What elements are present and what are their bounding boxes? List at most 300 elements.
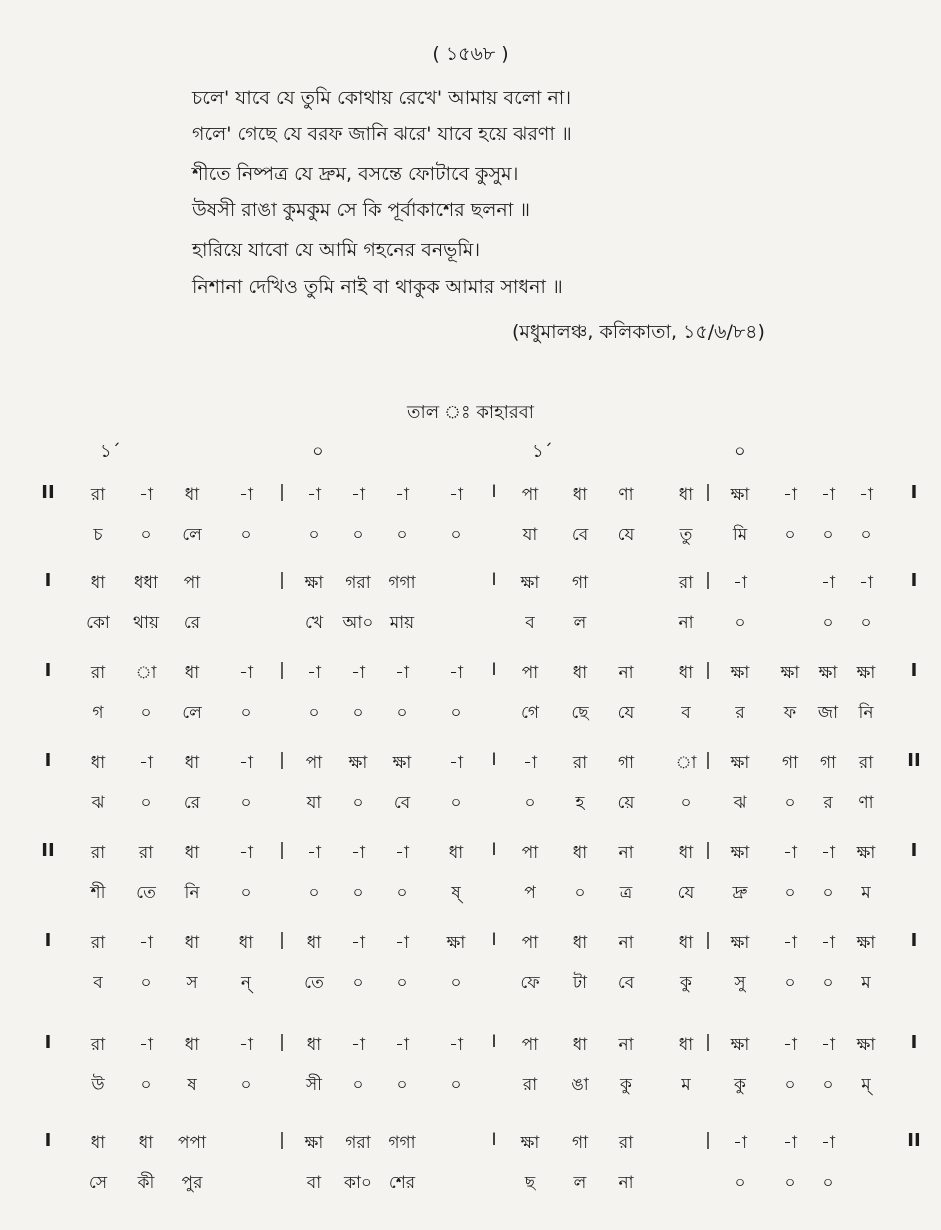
lyric-syllable: ম্ [861,1075,871,1095]
swara-note: গরা [345,1133,371,1153]
swara-row [0,750,941,790]
swara-note: ধা [184,1035,200,1055]
beat-mark: ০ [734,441,746,462]
barline: I [910,570,918,591]
lyric-row [0,790,941,830]
swara-note: ধা [448,843,464,863]
lyric-syllable: নি [184,883,200,903]
lyric-syllable: প [524,883,536,903]
swara-note: ধা [572,485,588,505]
division-mark: I [491,482,497,502]
lyric-syllable: ০ [308,883,320,903]
swara-note: রা [90,843,106,863]
lyric-syllable: যে [617,525,635,545]
lyric-syllable: ফ [783,703,797,723]
division-mark: | [279,570,285,590]
swara-note: গা [781,753,799,773]
swara-note: -া [239,1035,253,1055]
swara-note: ধা [306,933,322,953]
swara-note: ধা [90,1133,106,1153]
lyric-syllable: ০ [734,1173,746,1193]
swara-note: -া [821,933,835,953]
division-mark: | [705,840,711,860]
lyric-syllable: ০ [240,703,252,723]
lyric-syllable: কু [680,973,692,993]
lyric-syllable: ন্ [240,973,252,993]
lyric-syllable: ০ [784,883,796,903]
swara-note: পা [521,933,539,953]
swara-note: -া [733,1133,747,1153]
lyric-syllable: কী [137,1173,155,1193]
swara-note: পা [521,485,539,505]
swara-note: -া [139,1035,153,1055]
swara-note: ধা [184,485,200,505]
lyric-syllable: থায় [133,613,159,633]
verse-line: চলে' যাবে যে তুমি কোথায় রেখে' আমায় বলো না। [192,87,572,109]
swara-row [0,1130,941,1170]
barline: I [44,1032,52,1053]
swara-note: -া [239,485,253,505]
lyric-syllable: সী [305,1075,323,1095]
swara-note: ধা [184,753,200,773]
division-mark: | [279,840,285,860]
lyric-syllable: ল [573,613,587,633]
lyric-syllable: ০ [822,525,834,545]
lyric-syllable: লে [182,703,202,723]
lyric-syllable: ০ [352,525,364,545]
lyric-syllable: ০ [140,793,152,813]
swara-note: -া [821,485,835,505]
lyric-syllable: ষ [187,1075,197,1095]
lyric-syllable: ত্র [619,883,633,903]
lyric-syllable: কো [86,613,110,633]
lyric-syllable: ০ [784,793,796,813]
lyric-syllable: ব [681,703,691,723]
swara-note: পা [521,663,539,683]
division-mark: I [491,840,497,860]
swara-note: ক্ষা [856,663,876,683]
swara-note: ক্ষা [348,753,368,773]
lyric-syllable: ০ [352,973,364,993]
division-mark: | [705,930,711,950]
lyric-syllable: কা০ [344,1173,372,1193]
lyric-syllable: না [678,613,694,633]
tala-heading: তাল ঃ কাহারবা [407,402,534,423]
lyric-row [0,1072,941,1112]
barline: II [41,482,55,503]
division-mark: | [705,750,711,770]
division-mark: | [279,660,285,680]
swara-note: -া [395,485,409,505]
barline: I [44,570,52,591]
swara-note: -া [351,1035,365,1055]
swara-note: ধা [138,1133,154,1153]
swara-note: া [675,753,697,773]
lyric-syllable: টা [572,973,588,993]
swara-note: পা [183,573,201,593]
beat-mark: ১´ [100,441,121,462]
lyric-syllable: বা [306,1173,322,1193]
swara-note: ক্ষা [304,1133,324,1153]
lyric-syllable: ফে [520,973,540,993]
swara-note: া [135,663,157,683]
swara-note: গা [571,1133,589,1153]
lyric-syllable: সে [88,1173,108,1193]
division-mark: | [705,482,711,502]
swara-note: ধা [572,663,588,683]
barline: II [41,840,55,861]
beat-mark: ১´ [532,441,553,462]
lyric-syllable: ০ [450,1075,462,1095]
lyric-syllable: ০ [822,1075,834,1095]
swara-note: -া [239,843,253,863]
lyric-syllable: যে [617,703,635,723]
lyric-syllable: যা [306,793,322,813]
division-mark: | [705,1032,711,1052]
swara-note: না [618,1035,634,1055]
verse-line: শীতে নিষ্পত্র যে দ্রুম, বসন্তে ফোটাবে কুসুম। [192,163,519,185]
division-mark: | [279,930,285,950]
swara-row [0,1032,941,1072]
swara-row [0,570,941,610]
lyric-syllable: ০ [450,525,462,545]
swara-note: রা [572,753,588,773]
swara-note: ক্ষা [730,663,750,683]
swara-note: ক্ষা [856,843,876,863]
barline: I [910,930,918,951]
swara-note: -া [395,663,409,683]
swara-note: ধা [184,933,200,953]
swara-note: -া [307,663,321,683]
swara-note: ধধা [134,573,158,593]
swara-note: -া [783,1133,797,1153]
swara-note: -া [395,1035,409,1055]
lyric-syllable: স [186,973,198,993]
swara-note: গগা [388,573,416,593]
lyric-syllable: গে [520,703,540,723]
lyric-syllable: ঙা [571,1075,589,1095]
lyric-syllable: ম [861,973,871,993]
lyric-syllable: ০ [860,525,872,545]
swara-note: -া [351,663,365,683]
lyric-syllable: ০ [140,525,152,545]
lyric-syllable: মায় [389,613,415,633]
swara-note: ধা [678,1035,694,1055]
swara-note: ক্ষা [856,1035,876,1055]
lyric-syllable: কু [734,1075,746,1095]
swara-note: -া [139,485,153,505]
lyric-syllable: ০ [240,793,252,813]
lyric-syllable: লে [182,525,202,545]
swara-note: -া [859,573,873,593]
swara-note: ক্ষা [856,933,876,953]
swara-note: -া [783,1035,797,1055]
swara-note: পা [305,753,323,773]
lyric-syllable: ০ [352,703,364,723]
lyric-syllable: রে [183,613,201,633]
swara-note: ক্ষা [730,933,750,953]
swara-note: -া [449,1035,463,1055]
swara-note: ক্ষা [730,753,750,773]
lyric-syllable: খে [304,613,324,633]
swara-note: রা [138,843,154,863]
lyric-syllable: তে [136,883,156,903]
swara-note: ক্ষা [520,573,540,593]
lyric-syllable: শী [90,883,106,903]
lyric-syllable: ০ [308,703,320,723]
swara-note: -া [783,485,797,505]
lyric-syllable: বে [617,973,635,993]
swara-row [0,930,941,970]
swara-note: ধা [90,573,106,593]
swara-note: ধা [306,1035,322,1055]
barline: I [910,660,918,681]
swara-note: -া [859,485,873,505]
lyric-row [0,610,941,650]
lyric-syllable: ০ [574,883,586,903]
swara-row [0,482,941,522]
lyric-syllable: ০ [784,1173,796,1193]
swara-note: না [618,933,634,953]
lyric-syllable: ০ [352,793,364,813]
lyric-syllable: রা [522,1075,538,1095]
lyric-syllable: ০ [240,1075,252,1095]
swara-note: ক্ষা [520,1133,540,1153]
swara-note: ধা [678,843,694,863]
swara-note: ক্ষা [780,663,800,683]
lyric-syllable: ০ [352,1075,364,1095]
lyric-syllable: ছ [524,1173,536,1193]
lyric-syllable: ল [573,1173,587,1193]
lyric-syllable: র [735,703,745,723]
lyric-syllable: তে [304,973,324,993]
lyric-syllable: বে [393,793,411,813]
swara-note: -া [821,573,835,593]
swara-note: -া [351,485,365,505]
lyric-syllable: র [823,793,833,813]
division-mark: I [491,1032,497,1052]
swara-note: ক্ষা [818,663,838,683]
swara-note: রা [90,663,106,683]
lyric-syllable: ০ [352,883,364,903]
lyric-syllable: ০ [240,525,252,545]
lyric-syllable: ০ [140,703,152,723]
lyric-syllable: ০ [140,973,152,993]
lyric-row [0,700,941,740]
lyric-syllable: তু [679,525,693,545]
lyric-syllable: ০ [524,793,536,813]
barline: I [44,1130,52,1151]
swara-note: গা [819,753,837,773]
lyric-syllable: ণা [858,793,874,813]
swara-note: গা [571,573,589,593]
lyric-syllable: ০ [784,525,796,545]
lyric-syllable: ০ [822,613,834,633]
division-mark: | [279,1032,285,1052]
swara-note: না [618,663,634,683]
swara-note: -া [449,485,463,505]
division-mark: | [705,660,711,680]
lyric-syllable: ০ [396,973,408,993]
division-mark: | [279,482,285,502]
swara-note: -া [821,1133,835,1153]
swara-note: -া [783,843,797,863]
swara-note: -া [239,663,253,683]
division-mark: I [491,930,497,950]
page-number: ( ১৫৬৮ ) [432,43,509,65]
lyric-syllable: যা [522,525,538,545]
lyric-syllable: পুর [181,1173,203,1193]
lyric-syllable: ০ [396,703,408,723]
lyric-syllable: ব [93,973,103,993]
division-mark: | [705,1130,711,1150]
verse-line: গলে' গেছে যে বরফ জানি ঝরে' যাবে হয়ে ঝরণা ॥ [192,123,572,145]
division-mark: I [491,660,497,680]
swara-note: রা [678,573,694,593]
barline: II [907,750,921,771]
swara-note: ক্ষা [730,485,750,505]
swara-note: ক্ষা [446,933,466,953]
lyric-syllable: ০ [860,613,872,633]
swara-note: -া [307,485,321,505]
swara-note: ধা [678,933,694,953]
division-mark: I [491,570,497,590]
swara-note: -া [239,753,253,773]
lyric-syllable: নি [858,703,874,723]
lyric-syllable: কু [620,1075,632,1095]
lyric-syllable: ০ [450,973,462,993]
verse-line: উষসী রাঙা কুমকুম সে কি পূর্বাকাশের ছলনা ॥ [192,199,530,221]
lyric-syllable: আ০ [342,613,374,633]
swara-note: -া [395,933,409,953]
swara-note: ক্ষা [730,843,750,863]
swara-note: ধা [90,753,106,773]
lyric-syllable: ০ [308,525,320,545]
barline: I [910,840,918,861]
lyric-syllable: শের [388,1173,416,1193]
swara-note: গগা [388,1133,416,1153]
lyric-syllable: ০ [396,1075,408,1095]
swara-note: ধা [678,485,694,505]
lyric-syllable: ০ [680,793,692,813]
swara-note: পা [521,843,539,863]
lyric-syllable: বে [571,525,589,545]
swara-note: -া [351,843,365,863]
lyric-syllable: ম [861,883,871,903]
swara-note: -া [307,843,321,863]
swara-note: পপা [177,1133,206,1153]
lyric-syllable: দ্রু [732,883,748,903]
swara-note: -া [395,843,409,863]
swara-note: রা [618,1133,634,1153]
lyric-syllable: উ [91,1075,105,1095]
lyric-syllable: ০ [822,1173,834,1193]
lyric-syllable: রে [183,793,201,813]
lyric-syllable: ০ [396,883,408,903]
lyric-row [0,522,941,562]
lyric-syllable: ০ [396,525,408,545]
swara-note: ধা [184,843,200,863]
barline: II [907,1130,921,1151]
swara-note: -া [783,933,797,953]
lyric-syllable: ০ [822,973,834,993]
swara-note: গরা [345,573,371,593]
swara-note: পা [521,1035,539,1055]
lyric-syllable: না [618,1173,634,1193]
lyric-syllable: ম [681,1075,691,1095]
swara-note: -া [351,933,365,953]
swara-note: -া [139,753,153,773]
swara-note: রা [90,485,106,505]
lyric-syllable: ০ [734,613,746,633]
swara-note: রা [858,753,874,773]
swara-note: ণা [618,485,634,505]
lyric-row [0,1170,941,1210]
attribution: (মধুমালঞ্চ, কলিকাতা, ১৫/৬/৮৪) [512,321,765,343]
barline: I [44,660,52,681]
lyric-row [0,880,941,920]
division-mark: | [705,570,711,590]
swara-note: ক্ষা [304,573,324,593]
division-mark: | [279,750,285,770]
swara-note: রা [90,933,106,953]
swara-note: ক্ষা [730,1035,750,1055]
swara-note: ধা [572,843,588,863]
lyric-syllable: ০ [822,883,834,903]
swara-note: ধা [572,933,588,953]
swara-note: ক্ষা [392,753,412,773]
lyric-row [0,970,941,1010]
lyric-syllable: ছে [571,703,589,723]
lyric-syllable: ০ [450,703,462,723]
lyric-syllable: য়ে [617,793,635,813]
swara-note: ধা [238,933,254,953]
lyric-syllable: ঝ [733,793,747,813]
lyric-syllable: চ [93,525,103,545]
lyric-syllable: ০ [240,883,252,903]
lyric-syllable: মি [732,525,748,545]
lyric-syllable: ০ [784,1075,796,1095]
lyric-syllable: ঝ [91,793,105,813]
division-mark: | [279,1130,285,1150]
division-mark: I [491,1130,497,1150]
barline: I [910,482,918,503]
swara-note: -া [733,573,747,593]
swara-note: না [618,843,634,863]
division-mark: I [491,750,497,770]
lyric-syllable: গ [92,703,104,723]
swara-note: ধা [184,663,200,683]
swara-note: গা [617,753,635,773]
swara-note: ধা [572,1035,588,1055]
swara-row [0,660,941,700]
lyric-syllable: ০ [784,973,796,993]
swara-note: -া [449,753,463,773]
barline: I [44,750,52,771]
verse-line: নিশানা দেখিও তুমি নাই বা থাকুক আমার সাধনা ॥ [192,276,563,298]
lyric-syllable: ব [525,613,535,633]
swara-note: -া [139,933,153,953]
lyric-syllable: সু [734,973,746,993]
barline: I [44,930,52,951]
swara-note: ধা [678,663,694,683]
verse-line: হারিয়ে যাবো যে আমি গহনের বনভূমি। [192,239,481,261]
lyric-syllable: হ [575,793,585,813]
lyric-syllable: ষ্ [451,883,461,903]
swara-note: রা [90,1035,106,1055]
lyric-syllable: যে [677,883,695,903]
swara-note: -া [821,843,835,863]
